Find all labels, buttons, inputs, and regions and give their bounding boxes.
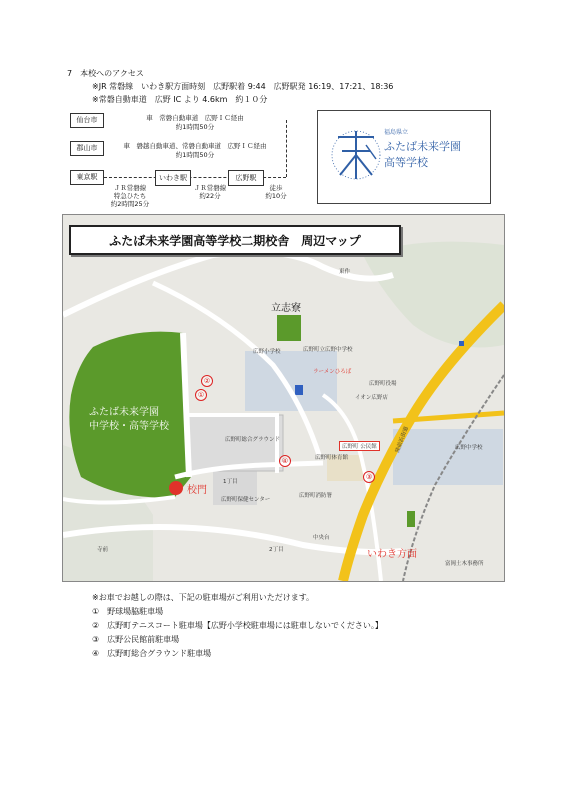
logo-prefecture: 福島県立 [384, 129, 409, 136]
poi-hirono-jhs-old: 広野町立広野中学校 [303, 347, 353, 353]
seg3-note2: 約10分 [265, 192, 287, 200]
school-label-line1: ふたば未来学園 [89, 407, 159, 418]
logo-name-line2: 高等学校 [384, 156, 428, 169]
seg2-note2: 約22分 [199, 192, 221, 200]
parking-item-1: ① 野球場脇駐車場 [92, 607, 164, 616]
seg1-note2: 特急ひたち [113, 192, 147, 200]
poi-ground: 広野町総合グラウンド [225, 437, 281, 443]
area-map [62, 214, 505, 582]
parking-item-3: ③ 広野公民館前駐車場 [92, 635, 180, 644]
school-label-line2: 中学校・高等学校 [89, 421, 169, 432]
iwaki-direction: いわき方面 [367, 549, 417, 560]
koriyama-note2: 約1時間50分 [175, 151, 215, 159]
parking-item-4: ④ 広野町総合グラウンド駐車場 [92, 649, 212, 658]
map-title-box [69, 225, 401, 255]
poi-route6: 陸前浜街道 [394, 425, 410, 454]
poi-1chome: 1丁目 [223, 479, 238, 485]
poi-aeon: イオン広野店 [355, 395, 388, 401]
parking-intro: ※お車でお越しの際は、下記の駐車場がご利用いただけます。 [92, 593, 315, 602]
dorm-label: 立志寮 [271, 303, 301, 314]
poi-clinic: 広野町保健センター [221, 497, 271, 503]
poi-community-center: 広野町 公民館 [339, 441, 380, 451]
gate-label: 校門 [187, 485, 207, 496]
access-car-line: ※常磐自動車道 広野 IC より 4.6km 約１０分 [92, 95, 268, 104]
city-sendai: 仙台市 [70, 113, 104, 128]
school-logo-box [317, 110, 491, 204]
seg3-note1: 徒歩 [269, 184, 283, 192]
city-koriyama: 郡山市 [70, 141, 104, 156]
city-tokyo-station: 東京駅 [70, 170, 104, 185]
poi-ramen: ラーメンひろば [313, 369, 352, 375]
poi-2chome: 2丁目 [269, 547, 284, 553]
access-heading: 7 本校へのアクセス [67, 69, 144, 78]
parking-3-marker: ③ [363, 471, 375, 483]
poi-teradera: 寺前 [97, 547, 109, 553]
seg1-note1: ＪＲ常磐線 [113, 184, 147, 192]
poi-center: 中央台 [313, 535, 330, 541]
parking-item-2: ② 広野町テニスコート駐車場【広野小学校駐車場には駐車しないでください。】 [92, 621, 383, 630]
poi-town-office: 広野町役場 [369, 381, 397, 387]
poi-north: 東作 [339, 269, 351, 275]
seg1-note3: 約2時間25分 [110, 200, 150, 208]
poi-tomioka: 富岡土木事務所 [445, 561, 484, 567]
koriyama-note1: 車 磐越自動車道、常磐自動車道 広野ＩＣ経由 [104, 142, 286, 150]
map-title: ふたば未来学園高等学校二期校舎 周辺マップ [109, 234, 361, 248]
school-emblem-icon [328, 125, 384, 185]
station-hirono: 広野駅 [228, 170, 264, 186]
logo-name-line1: ふたば未来学園 [384, 140, 461, 153]
parking-4-marker: ④ [279, 455, 291, 467]
poi-hirono-elementary: 広野小学校 [253, 349, 281, 355]
sendai-note1: 車 常磐自動車道 広野ＩＣ経由 [104, 114, 286, 122]
route-connector [286, 120, 287, 177]
parking-1-marker: ① [195, 389, 207, 401]
parking-2-marker: ② [201, 375, 213, 387]
map-graphic [63, 215, 504, 581]
dorm-green [277, 315, 301, 341]
access-jr-line: ※JR 常磐線 いわき駅方面時刻 広野駅着 9:44 広野駅発 16:19、17:21、18:36 [92, 82, 394, 91]
poi-gym: 広野町体育館 [315, 455, 349, 461]
seg2-note1: ＪＲ常磐線 [193, 184, 227, 192]
poi-hirono-jhs: 広野中学校 [455, 445, 483, 451]
poi-fire-station: 広野町消防署 [299, 493, 333, 499]
sendai-note2: 約1時間50分 [175, 123, 215, 131]
gate-marker [169, 481, 183, 495]
station-iwaki: いわき駅 [155, 170, 191, 186]
